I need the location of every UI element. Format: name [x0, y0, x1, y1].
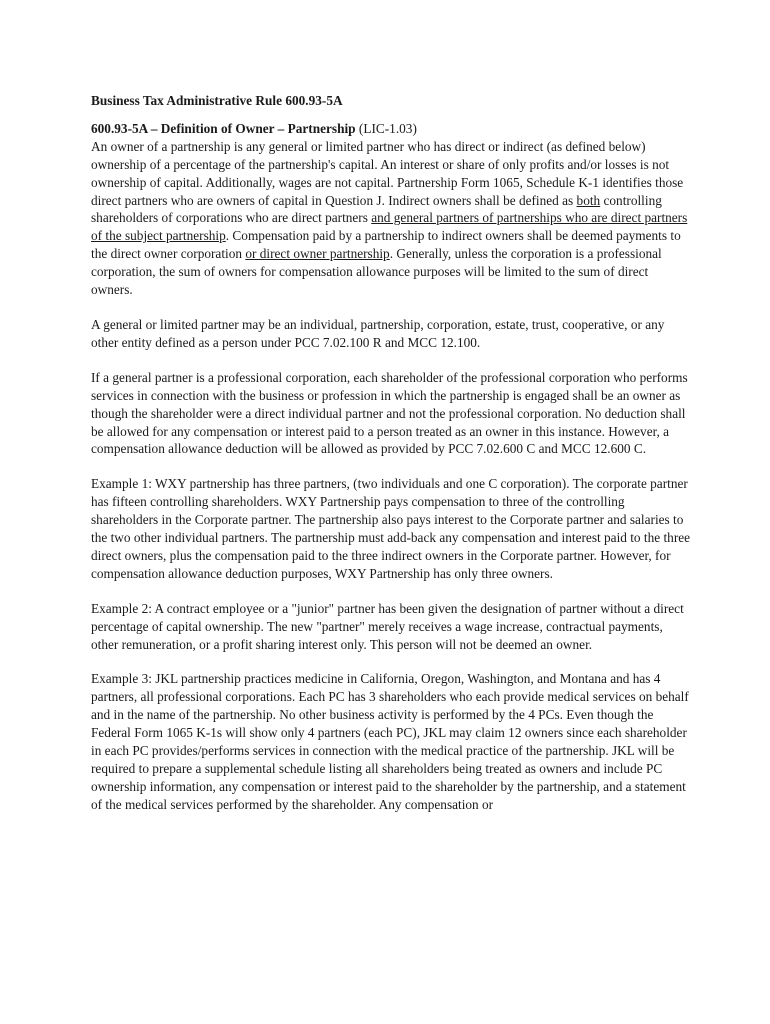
example-1-paragraph: Example 1: WXY partnership has three partners, (two individuals and one C corporation). The corporate partner has fifteen controlling shareholders. WXY Partnership pays compensation to three of the controlling shareholders in the Corporate partner. The partnership also pays interest to the Corporate partner and salaries to the two other individual partners. The partnership must add-back any compensation and interest paid to the three direct owners, plus the compensation paid to the three indirect owners in the Corporate partner. However, for compensation allowance deduction purposes, WXY Partnership has only three owners. — [91, 476, 691, 581]
definition-text-part-4: . Generally, unless the corporation is a professional corporation, the sum of owners for compensation allowance purposes will be limited to the sum of direct owners. — [91, 246, 662, 298]
definition-text-part-1: An owner of a partnership is any general or limited partner who has direct or indirect (as defined below) ownership of a percentage of the partnership's capital. An interest or share of only profits and/or losses is not ownership of capital. Additionally, wages are not capital. Partnership Form 1065, Schedule K-1 identifies those direct partners who are owners of capital in Question J. Indirect owners shall be defined as — [91, 138, 684, 208]
example-3-paragraph: Example 3: JKL partnership practices medicine in California, Oregon, Washington, and Montana and has 4 partners, all professional corporations. Each PC has 3 shareholders who each provide medical services on behalf and in the name of the partnership. No other business activity is performed by the 4 PCs. Even though the Federal Form 1065 K-1s will show only 4 partners (each PC), JKL may claim 12 owners since each shareholder in each PC provides/performs services in connection with the medical practice of the partnership. JKL will be required to prepare a supplemental schedule listing all shareholders being treated as owners and include PC ownership information, any compensation or interest paid to the shareholder by the partnership, and a statement of the medical services performed by the shareholder. Any compensation or — [91, 671, 689, 812]
underlined-both: both — [576, 192, 601, 208]
example-2-paragraph: Example 2: A contract employee or a "junior" partner has been given the designation of partner without a direct percentage of capital ownership. The new "partner" merely receives a wage increase, contractual payments, other remuneration, or a profit sharing interest only. This person will not be deemed an owner. — [91, 600, 684, 652]
section-heading: 600.93-5A – Definition of Owner – Partnership — [91, 120, 356, 136]
definition-text-part-3: . Compensation paid by a partnership to indirect owners shall be deemed payments to the direct owner corporation — [91, 228, 681, 262]
definition-paragraph — [91, 120, 691, 299]
document-page — [91, 92, 691, 831]
professional-corporation-paragraph: If a general partner is a professional corporation, each shareholder of the professional corporation who performs services in connection with the business or profession in which the partnership is engaged shall be an owner as though the shareholder were a direct individual partner and not the professional corporation. No deduction shall be allowed for any compensation or interest paid to a person treated as an owner in this instance. However, a compensation allowance deduction will be allowed as provided by PCC 7.02.600 C and MCC 12.600 C. — [91, 369, 688, 457]
section-reference: (LIC-1.03) — [355, 120, 417, 136]
document-title: Business Tax Administrative Rule 600.93-5A — [91, 93, 343, 108]
underlined-general-partners: and general partners of partnerships who are direct partners of the subject partnership — [91, 210, 688, 244]
partner-types-paragraph: A general or limited partner may be an individual, partnership, corporation, estate, trust, cooperative, or any other entity defined as a person under PCC 7.02.100 R and MCC 12.100. — [91, 316, 665, 350]
definition-text-part-2: controlling shareholders of corporations who are direct partners — [91, 192, 662, 226]
underlined-direct-owner-partnership: or direct owner partnership — [245, 246, 390, 262]
